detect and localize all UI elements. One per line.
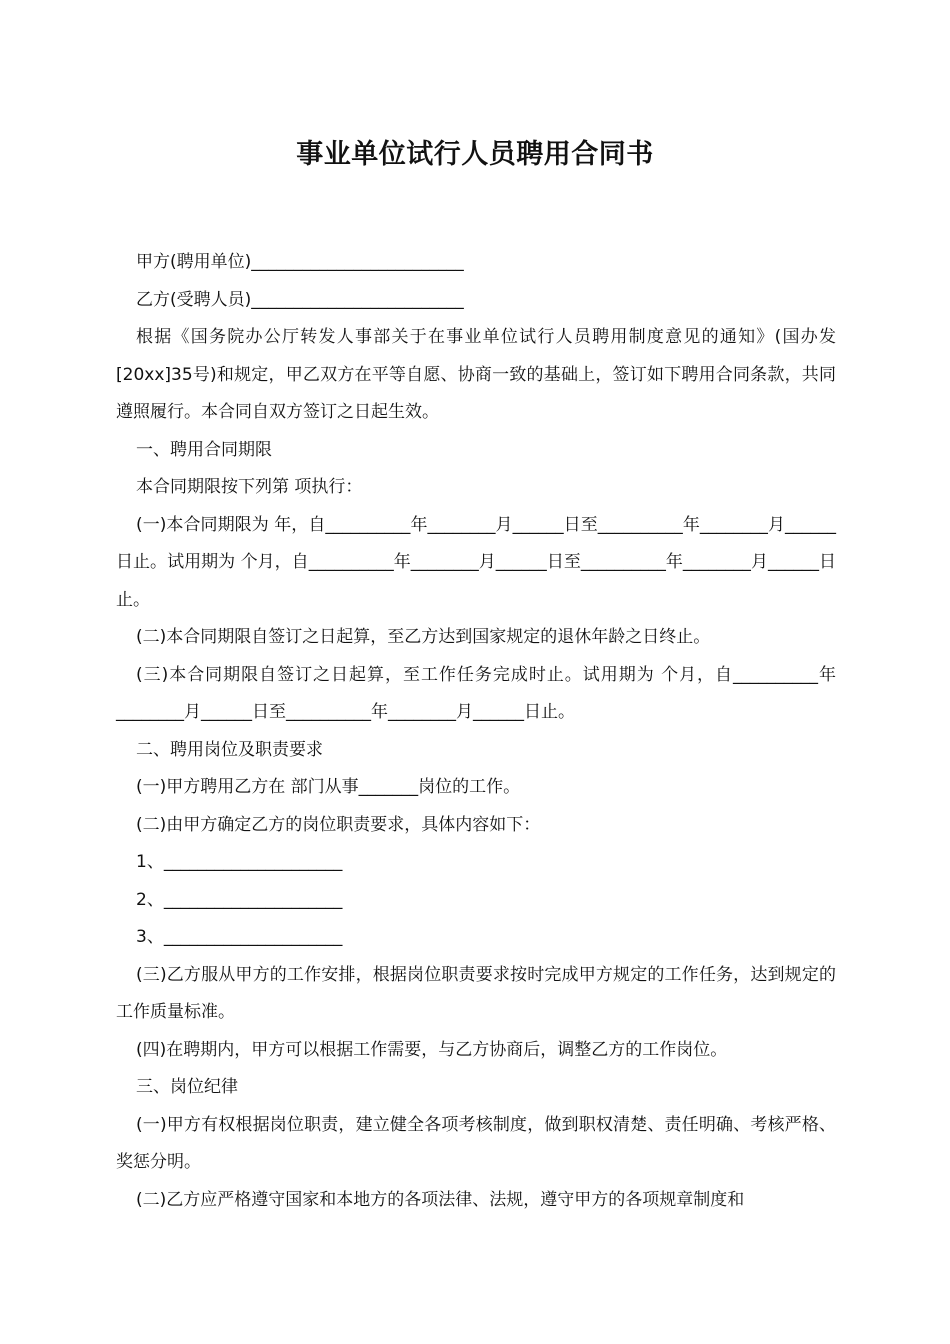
term-intro: 本合同期限按下列第 项执行： xyxy=(136,477,363,497)
section-heading-term: 一、聘用合同期限 xyxy=(136,439,272,460)
duty-item-2: 2、_____________________ xyxy=(136,889,343,910)
section-heading-post: 二、聘用岗位及职责要求 xyxy=(136,739,323,760)
document-title: 事业单位试行人员聘用合同书 xyxy=(296,139,654,170)
party-b-line: 乙方(受聘人员)_________________________ xyxy=(136,289,464,310)
post-clause-1: (一)甲方聘用乙方在 部门从事_______岗位的工作。 xyxy=(136,777,521,797)
duty-item-3: 3、_____________________ xyxy=(136,927,343,947)
discipline-clause-1: (一)甲方有权根据岗位职责，建立健全各项考核制度，做到职权清楚、责任明确、考核严格、奖惩分明。 xyxy=(116,1114,836,1172)
duty-item-1: 1、_____________________ xyxy=(136,852,343,872)
term-option-2: (二)本合同期限自签订之日起算，至乙方达到国家规定的退休年龄之日终止。 xyxy=(136,627,711,647)
term-option-1: (一)本合同期限为 年，自__________年________月______日至__________年________月______日止。试用期为 个月，自__________年________月______日至__________年________月______日止。 xyxy=(116,514,836,610)
term-option-3: (三)本合同期限自签订之日起算，至工作任务完成时止。试用期为 个月，自__________年________月______日至__________年________月______日止。 xyxy=(116,664,836,722)
document-body xyxy=(116,244,836,1219)
party-a-line: 甲方(聘用单位)_________________________ xyxy=(136,252,464,272)
post-clause-3: (三)乙方服从甲方的工作安排，根据岗位职责要求按时完成甲方规定的工作任务，达到规定的工作质量标准。 xyxy=(116,964,836,1022)
discipline-clause-2: (二)乙方应严格遵守国家和本地方的各项法律、法规，遵守甲方的各项规章制度和 xyxy=(136,1189,745,1210)
post-clause-2: (二)由甲方确定乙方的岗位职责要求，具体内容如下： xyxy=(136,814,541,835)
post-clause-4: (四)在聘期内，甲方可以根据工作需要，与乙方协商后，调整乙方的工作岗位。 xyxy=(136,1039,728,1060)
preamble-paragraph: 根据《国务院办公厅转发人事部关于在事业单位试行人员聘用制度意见的通知》(国办发[20xx]35号)和规定，甲乙双方在平等自愿、协商一致的基础上，签订如下聘用合同条款，共同遵照履行。本合同自双方签订之日起生效。 xyxy=(116,327,836,422)
section-heading-discipline: 三、岗位纪律 xyxy=(136,1077,238,1097)
